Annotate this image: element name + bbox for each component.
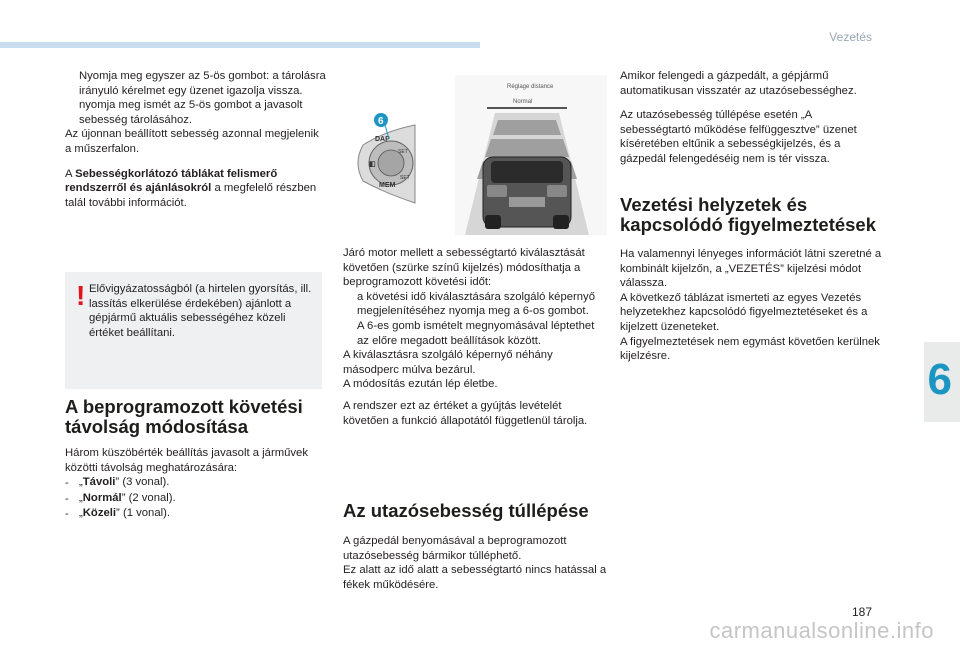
distance-setting-illustration [345, 75, 607, 235]
paragraph: Járó motor mellett a sebességtartó kiválasztását követően (szürke színű kijelzés) módosíthatja a beprogramozott követési időt: [343, 247, 585, 289]
warning-box [65, 272, 322, 389]
column-right [620, 69, 882, 174]
column-left [65, 69, 327, 217]
svg-text:SET: SET [400, 175, 410, 181]
paragraph: A Sebességkorlátozó táblákat felismerő rendszerről és ajánlásokról a megfelelő részben talál további információt. [65, 167, 317, 209]
paragraph: Ez alatt az idő alatt a sebességtartó nincs hatással a fékek működésére. [343, 564, 607, 591]
section-heading: Vezetési helyzetek és kapcsolódó figyelmeztetések [620, 194, 877, 235]
list-item: - „Távoli” (3 vonal). [65, 476, 170, 490]
list-item: - „Közeli” (1 vonal). [65, 507, 171, 521]
paragraph: A rendszer ezt az értéket a gyújtás levételét követően a funkció állapotától függetlenül tárolja. [343, 399, 588, 427]
section-heading: A beprogramozott követési távolság módosítása [65, 396, 303, 437]
bullet-text: nyomja meg ismét az 5-ös gombot a javasolt sebesség tárolásához. [79, 99, 303, 126]
paragraph: A figyelmeztetések nem egymást követően kerülnek kijelzésre. [620, 335, 880, 363]
paragraph: A gázpedál benyomásával a beprogramozott utazósebesség bármikor túlléphető. [343, 535, 567, 562]
bullet-text: Nyomja meg egyszer az 5-ös gombot: a tárolásra irányuló kérelmet egy üzenet igazolja vissza. [79, 70, 326, 97]
column-right-lower [620, 247, 882, 371]
paragraph: A kiválasztásra szolgáló képernyő néhány másodperc múlva bezárul. [343, 349, 553, 376]
watermark: carmanualsonline.info [709, 618, 934, 643]
paragraph: A következő táblázat ismerteti az egyes Vezetés helyzetekhez kapcsolódó figyelmeztetéseket és a kijelzett üzeneteket. [620, 291, 868, 333]
column-middle [343, 246, 609, 435]
svg-text:Normal: Normal [513, 99, 533, 105]
steering-control-icon [358, 125, 415, 203]
warning-icon: ! [76, 280, 86, 311]
svg-text:6: 6 [378, 116, 384, 127]
header-accent-bar [0, 42, 480, 48]
chapter-number: 6 [927, 355, 952, 404]
warning-text: Elővigyázatosságból (a hirtelen gyorsítás, ill. lassítás elkerülése érdekében) ajánlott a gépjármű aktuális sebességéhez közeli értéket beállítani. [89, 283, 312, 339]
list-item [65, 69, 327, 98]
svg-text:◧: ◧ [369, 161, 376, 168]
column-middle-lower [343, 534, 609, 599]
bullet-icon [343, 290, 357, 319]
bullet-icon [65, 98, 79, 127]
column-left-lower [65, 446, 327, 522]
section-title: Vezetés [829, 30, 872, 44]
paragraph: Amikor felengedi a gázpedált, a gépjármű automatikusan visszatér az utazósebességhez. [620, 70, 857, 97]
paragraph: Ha valamennyi lényeges információt látni szeretné a kombinált kijelzőn, a „VEZETÉS” kijelzési módot válassza. [620, 248, 882, 290]
svg-text:MEM: MEM [379, 182, 396, 189]
dash-marker: - [65, 508, 69, 521]
bullet-text: A 6-es gomb ismételt megnyomásával léptethet az előre megadott beállítások között. [357, 319, 595, 347]
bullet-icon [65, 69, 79, 98]
list-item [343, 319, 609, 348]
paragraph: A módosítás ezután lép életbe. [343, 378, 498, 391]
list-item: - „Normál” (2 vonal). [65, 491, 176, 505]
car-rear-icon [483, 157, 571, 229]
page-number: 187 [851, 605, 872, 619]
bullet-text: a követési idő kiválasztására szolgáló képernyő megjelenítéséhez nyomja meg a 6-os gombot. [357, 290, 595, 318]
svg-text:SET: SET [398, 149, 408, 155]
paragraph: Az utazósebesség túllépése esetén „A sebességtartó működése felfüggesztve” üzenet kíséretében eltűnik a sebességkijelzés, és a gázpedál felengedéséig nem is tér vissza. [620, 109, 857, 165]
svg-text:Réglage distance: Réglage distance [507, 84, 554, 90]
bullet-icon [343, 319, 357, 348]
dash-marker: - [65, 492, 69, 505]
dash-marker: - [65, 477, 69, 490]
svg-text:DAP: DAP [375, 136, 390, 143]
figure-svg [345, 75, 607, 235]
paragraph: Három küszöbérték beállítás javasolt a járművek közötti távolság meghatározására: [65, 447, 308, 474]
list-item [343, 290, 609, 319]
list-item [65, 98, 327, 127]
paragraph: Az újonnan beállított sebesség azonnal megjelenik a műszerfalon. [65, 128, 319, 155]
section-heading: Az utazósebesség túllépése [343, 500, 589, 521]
